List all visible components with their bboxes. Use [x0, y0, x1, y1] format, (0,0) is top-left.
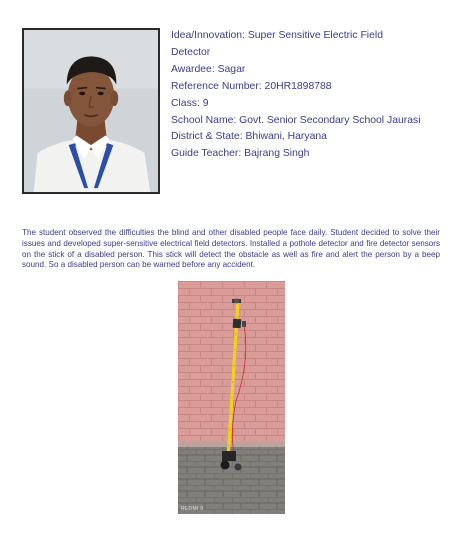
school-name: School Name: Govt. Senior Secondary School Jaurasi [171, 114, 421, 126]
invention-photo [178, 281, 285, 514]
awardee-name: Awardee: Sagar [171, 63, 246, 75]
project-description: The student observed the difficulties the blind and other disabled people face daily. Student decided to solve their issues and developed super-sensitive electrical field detectors. Installed a pothole detector and fire detector sensors on the stick of a disabled person. This stick will detect the obstacle as well as fire and alert the person by a beep sound. So a disabled person can be warned before any accident. [22, 228, 440, 270]
district-state: District & State: Bhiwani, Haryana [171, 131, 327, 143]
class-level: Class: 9 [171, 97, 209, 109]
stick-photo-image [178, 281, 285, 514]
camera-watermark: REDMI 9 [181, 506, 204, 512]
idea-line-1: Idea/Innovation: Super Sensitive Electric Field [171, 30, 383, 41]
reference-number: Reference Number: 20HR1898788 [171, 80, 332, 92]
awardee-portrait [22, 28, 160, 194]
awardee-details [171, 28, 441, 163]
guide-teacher: Guide Teacher: Bajrang Singh [171, 148, 310, 160]
portrait-image [24, 30, 158, 192]
idea-line-2: Detector [171, 46, 211, 58]
